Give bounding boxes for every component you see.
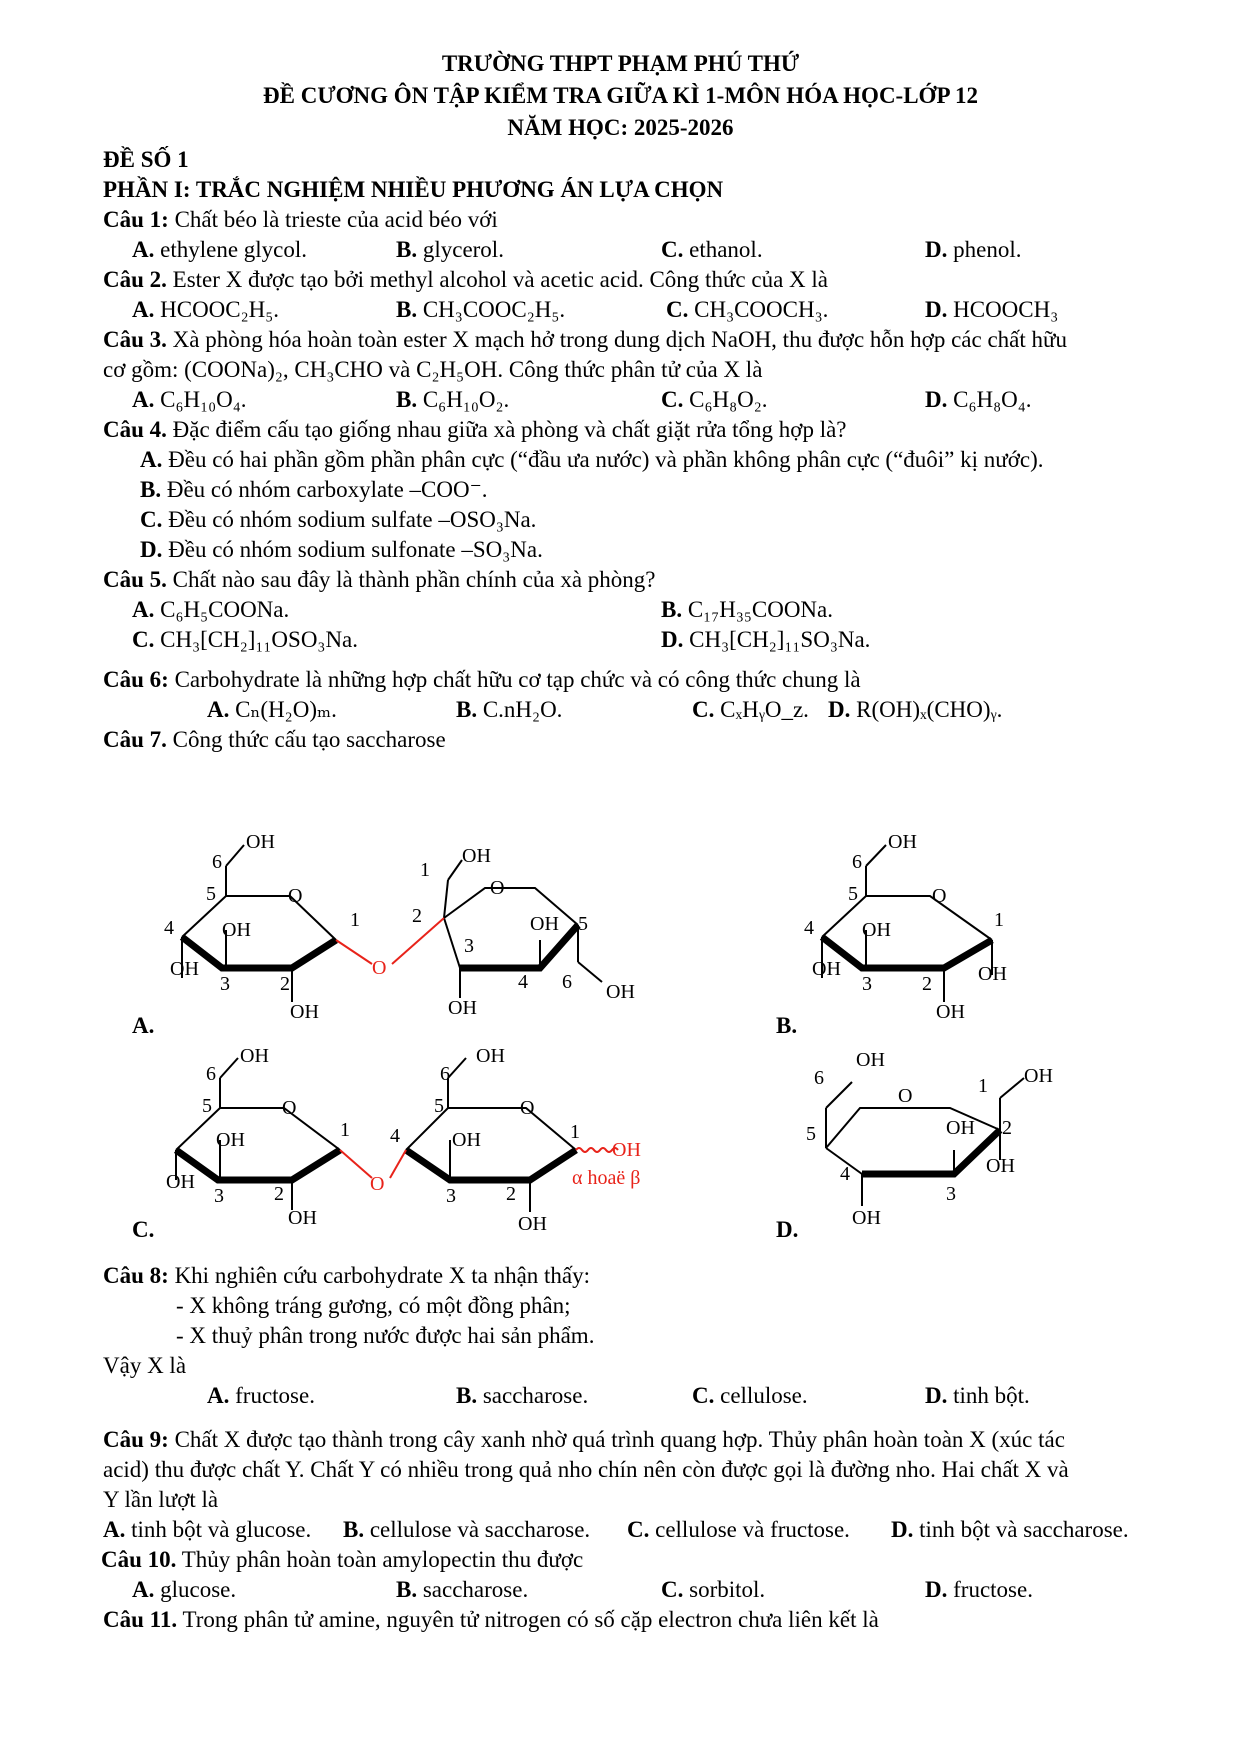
q5-option-d: D. CH₃[CH₂]₁₁SO₃Na. (661, 627, 871, 652)
label: OH (462, 845, 491, 867)
label: OH (862, 919, 891, 941)
q2-option-d: D. HCOOCH₃ (925, 297, 1059, 322)
label: OH (166, 1171, 195, 1193)
q10-option-c: C. sorbitol. (661, 1577, 766, 1602)
q7-option-c-label: C. (132, 1217, 155, 1242)
q1-option-b: B. glycerol. (396, 237, 504, 262)
label: OH (1024, 1065, 1053, 1087)
label: OH (476, 1045, 505, 1067)
label: 2 (280, 973, 290, 995)
q7-option-b-label: B. (776, 1013, 798, 1038)
label: 6 (814, 1067, 824, 1089)
q3-option-c: C. C₆H₈O₂. (661, 387, 768, 412)
structure-d (826, 1078, 1024, 1206)
label: 1 (570, 1121, 580, 1143)
q6-option-d: D. R(OH)ₓ(CHO)ᵧ. (828, 697, 1003, 722)
label: OH (612, 1139, 641, 1161)
label: O (282, 1097, 297, 1119)
label: 6 (212, 851, 222, 873)
q4-option-a: A. Đều có hai phần gồm phần phân cực (“đầu ưa nước) và phần không phân cực (“đuôi” kị nước). (140, 447, 1044, 472)
q7-option-d-label: D. (776, 1217, 799, 1242)
q3-option-d: D. C₆H₈O₄. (925, 387, 1032, 412)
label: 2 (412, 905, 422, 927)
q1-option-c: C. ethanol. (661, 237, 763, 262)
q6-option-b: B. C.nH₂O. (456, 697, 563, 722)
label: OH (216, 1129, 245, 1151)
q9-option-d: D. tinh bột và saccharose. (891, 1517, 1129, 1542)
label: 2 (1002, 1117, 1012, 1139)
q4-option-c: C. Đều có nhóm sodium sulfate –OSO₃Na. (140, 507, 537, 532)
label: O (370, 1173, 385, 1195)
question-8-line2: - X không tráng gương, có một đồng phân; (176, 1293, 571, 1318)
question-1: Câu 1: Chất béo là trieste của acid béo với (103, 207, 498, 232)
q4-option-b: B. Đều có nhóm carboxylate –COO⁻. (140, 477, 488, 502)
label: OH (888, 831, 917, 853)
q5-option-c: C. CH₃[CH₂]₁₁OSO₃Na. (132, 627, 359, 652)
question-5: Câu 5. Chất nào sau đây là thành phần chính của xà phòng? (103, 567, 656, 592)
label: OH (606, 981, 635, 1003)
label: OH (812, 958, 841, 980)
label: 4 (390, 1125, 400, 1147)
label: 5 (578, 913, 588, 935)
q2-option-b: B. CH₃COOC₂H₅. (396, 297, 566, 322)
label: 4 (164, 917, 174, 939)
label: 2 (506, 1183, 516, 1205)
label: OH (288, 1207, 317, 1229)
q9-option-c: C. cellulose và fructose. (627, 1517, 850, 1542)
school-name: TRƯỜNG THPT PHẠM PHÚ THỨ (441, 51, 800, 76)
q2-option-a: A. HCOOC₂H₅. (132, 297, 280, 322)
label: O (898, 1085, 913, 1107)
label: OH (978, 963, 1007, 985)
question-9-cont2: Y lần lượt là (103, 1487, 219, 1512)
label: OH (856, 1049, 885, 1071)
q2-option-c: C. CH₃COOCH₃. (666, 297, 829, 322)
label: 5 (806, 1123, 816, 1145)
q1-option-a: A. ethylene glycol. (132, 237, 308, 262)
label: OH (518, 1213, 547, 1235)
label: OH (290, 1001, 319, 1023)
q1-option-d: D. phenol. (925, 237, 1022, 262)
label: 5 (202, 1095, 212, 1117)
label: 3 (446, 1185, 456, 1207)
question-9-cont: acid) thu được chất Y. Chất Y có nhiều trong quả nho chín nên còn được gọi là đường nho. Hai chất X và (103, 1457, 1069, 1482)
q5-option-a: A. C₆H₅COONa. (132, 597, 290, 622)
exam-number: ĐỀ SỐ 1 (103, 147, 189, 172)
question-9: Câu 9: Chất X được tạo thành trong cây xanh nhờ quá trình quang hợp. Thủy phân hoàn toàn X (xúc tác (103, 1427, 1065, 1452)
label: 4 (518, 971, 528, 993)
label: 6 (562, 971, 572, 993)
label: OH (222, 919, 251, 941)
label: 4 (840, 1163, 850, 1185)
label: 2 (274, 1183, 284, 1205)
q10-option-a: A. glucose. (132, 1577, 237, 1602)
q9-option-a: A. tinh bột và glucose. (103, 1517, 312, 1542)
q10-option-b: B. saccharose. (396, 1577, 529, 1602)
q7-option-a-label: A. (132, 1013, 155, 1038)
q6-option-c: C. CₓHᵧO_z. (692, 697, 809, 722)
label: OH (530, 913, 559, 935)
label: O (288, 885, 303, 907)
q4-option-d: D. Đều có nhóm sodium sulfonate –SO₃Na. (140, 537, 543, 562)
question-8: Câu 8: Khi nghiên cứu carbohydrate X ta nhận thấy: (103, 1263, 591, 1288)
label: OH (448, 997, 477, 1019)
label: OH (946, 1117, 975, 1139)
label: O (520, 1097, 535, 1119)
label: 3 (214, 1185, 224, 1207)
question-7: Câu 7. Công thức cấu tạo saccharose (103, 727, 446, 752)
question-3: Câu 3. Xà phòng hóa hoàn toàn ester X mạch hở trong dung dịch NaOH, thu được hỗn hợp các chất hữu (103, 327, 1067, 352)
question-10: Câu 10. Thủy phân hoàn toàn amylopectin thu được (101, 1547, 584, 1572)
label: 3 (464, 935, 474, 957)
q8-option-d: D. tinh bột. (925, 1383, 1030, 1408)
q5-option-b: B. C₁₇H₃₅COONa. (661, 597, 833, 622)
label: OH (240, 1045, 269, 1067)
label: 1 (994, 909, 1004, 931)
label: 6 (206, 1063, 216, 1085)
label: 1 (340, 1119, 350, 1141)
label: 6 (852, 851, 862, 873)
label: 3 (946, 1183, 956, 1205)
label: 1 (978, 1075, 988, 1097)
q8-option-c: C. cellulose. (692, 1383, 808, 1408)
anomer-label: α hoaë β (572, 1167, 641, 1189)
label: 3 (220, 973, 230, 995)
question-6: Câu 6: Carbohydrate là những hợp chất hữu cơ tạp chức và có công thức chung là (103, 667, 861, 692)
q8-option-b: B. saccharose. (456, 1383, 589, 1408)
label: O (490, 877, 505, 899)
label: 1 (350, 909, 360, 931)
school-year: NĂM HỌC: 2025-2026 (507, 115, 734, 140)
q6-option-a: A. Cₙ(H₂O)ₘ. (207, 697, 337, 722)
q10-option-d: D. fructose. (925, 1577, 1033, 1602)
label: 6 (440, 1063, 450, 1085)
q9-option-b: B. cellulose và saccharose. (343, 1517, 591, 1542)
label: 5 (206, 883, 216, 905)
q8-option-a: A. fructose. (207, 1383, 315, 1408)
label: 1 (420, 859, 430, 881)
label: O (372, 957, 387, 979)
label: O (932, 885, 947, 907)
label: OH (852, 1207, 881, 1229)
label: OH (170, 958, 199, 980)
question-11: Câu 11. Trong phân tử amine, nguyên tử nitrogen có số cặp electron chưa liên kết là (103, 1607, 879, 1632)
question-8-line4: Vậy X là (103, 1353, 187, 1378)
label: 4 (804, 917, 814, 939)
q3-option-a: A. C₆H₁₀O₄. (132, 387, 247, 412)
label: 3 (862, 973, 872, 995)
label: 2 (922, 973, 932, 995)
label: OH (936, 1001, 965, 1023)
q3-option-b: B. C₆H₁₀O₂. (396, 387, 510, 412)
question-2: Câu 2. Ester X được tạo bởi methyl alcohol và acetic acid. Công thức của X là (103, 267, 828, 292)
question-8-line3: - X thuỷ phân trong nước được hai sản phẩm. (176, 1323, 595, 1348)
label: 5 (848, 883, 858, 905)
document-title: ĐỀ CƯƠNG ÔN TẬP KIỂM TRA GIỮA KÌ 1-MÔN HÓA HỌC-LỚP 12 (263, 83, 978, 108)
label: OH (246, 831, 275, 853)
label: 5 (434, 1095, 444, 1117)
label: OH (452, 1129, 481, 1151)
part-title: PHẦN I: TRẮC NGHIỆM NHIỀU PHƯƠNG ÁN LỰA CHỌN (103, 177, 724, 202)
question-3-cont: cơ gồm: (COONa)₂, CH₃CHO và C₂H₅OH. Công thức phân tử của X là (103, 357, 763, 382)
question-4: Câu 4. Đặc điểm cấu tạo giống nhau giữa xà phòng và chất giặt rửa tổng hợp là? (103, 417, 847, 442)
label: OH (986, 1155, 1015, 1177)
structure-b (822, 845, 992, 1002)
